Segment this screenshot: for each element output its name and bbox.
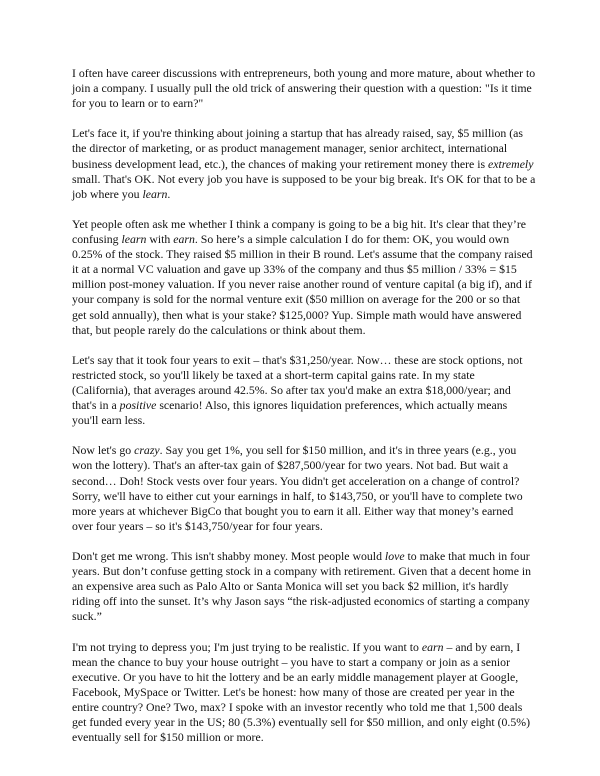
article-body	[72, 66, 536, 760]
paragraph-6	[72, 549, 536, 624]
text-run: with	[146, 232, 174, 247]
text-run: to make that much in four years. But don’t confuse getting stock in a company with retirement. Given that a decent home in an expensive area such as Palo Alto or Santa Monica will set you back $2 million, it's hardly riding off into the sunset. It’s why Jason says “the risk-adjusted economics of starting a company suck.”	[72, 549, 532, 624]
emphasis-text: earn	[421, 639, 444, 654]
paragraph-5	[72, 443, 536, 534]
text-run: – and by earn, I mean the chance to buy your house outright – you have to start a company or join as a senior executive. Or you have to hit the lottery and be an early middle management player at Google, Facebook, MySpace or Twitter. Let's be honest: how many of those are created per year in the entire country? One? Two, max? I spoke with an investor recently who told me that 1,500 deals get funded every year in the US; 80 (5.3%) eventually sell for $50 million, and only eight (0.5%) eventually sell for $150 million or more.	[72, 639, 530, 745]
paragraph-2	[72, 126, 536, 201]
text-run: .	[167, 186, 171, 201]
emphasis-text: learn	[142, 186, 168, 201]
emphasis-text: love	[384, 549, 405, 563]
text-run: Don't get me wrong. This isn't shabby money. Most people would	[72, 549, 385, 563]
text-run: I often have career discussions with entrepreneurs, both young and more mature, about whether to join a company. I usually pull the old trick of answering their question with a question: "Is it time for you to learn or to earn?"	[72, 66, 536, 111]
paragraph-4	[72, 353, 536, 428]
text-run: Yet people often ask me whether I think a company is going to be a big hit. It's clear that they’re confusing	[72, 216, 527, 247]
text-run: scenario! Also, this ignores liquidation preferences, which actually means you'll earn less.	[72, 398, 508, 428]
text-run: Let's say that it took four years to exit – that's $31,250/year. Now… these are stock options, not restricted stock, so you'll likely be taxed at a short-term capital gains rate. In my state (California), that averages around 42.5%. So after tax you'd make an extra $18,000/year; and that's in a	[72, 352, 523, 413]
emphasis-text: learn	[121, 232, 147, 247]
emphasis-text: earn	[173, 232, 195, 247]
text-run: . So here’s a simple calculation I do for them: OK, you would own 0.25% of the stock. They raised $5 million in their B round. Let's assume that the company raised it at a normal VC valuation and gave up 33% of the company and thus $5 million / 33% = $15 million post-money valuation. If you never raise another round of venture capital (a big if), and if your company is sold for the normal venture exit ($50 million on average for the 200 or so that get sold annually), then what is your stake? $125,000? Yup. Simple math would have answered that, but people rarely do the calculations or think about them.	[72, 232, 533, 337]
emphasis-text: extremely	[488, 156, 534, 171]
text-run: Now let's go	[72, 443, 135, 458]
paragraph-1	[72, 66, 536, 111]
paragraph-3	[72, 217, 536, 338]
text-run: . Say you get 1%, you sell for $150 million, and it's in three years (e.g., you won the lottery). That's an after-tax gain of $287,500/year for two years. Not bad. But wait a second… Doh! Stock vests over four years. You didn't get acceleration on a change of control? Sorry, we'll have to either cut your earnings in half, to $143,750, or you'll have to complete two more years at whichever BigCo that bought you to earn it all. Either way that money’s earned over four years – so it's $143,750/year for four years.	[72, 443, 523, 533]
emphasis-text: crazy	[134, 443, 160, 458]
emphasis-text: positive	[119, 398, 157, 413]
text-run: Let's face it, if you're thinking about joining a startup that has already raised, say, $5 million (as the director of marketing, or as product management manager, senior architect, international business development lead, etc.), the chances of making your retirement money there is	[72, 126, 523, 171]
text-run: small. That's OK. Not every job you have is supposed to be your big break. It's OK for that to be a job where you	[72, 171, 536, 201]
paragraph-7	[72, 640, 536, 746]
text-run: I'm not trying to depress you; I'm just trying to be realistic. If you want to	[72, 639, 422, 654]
